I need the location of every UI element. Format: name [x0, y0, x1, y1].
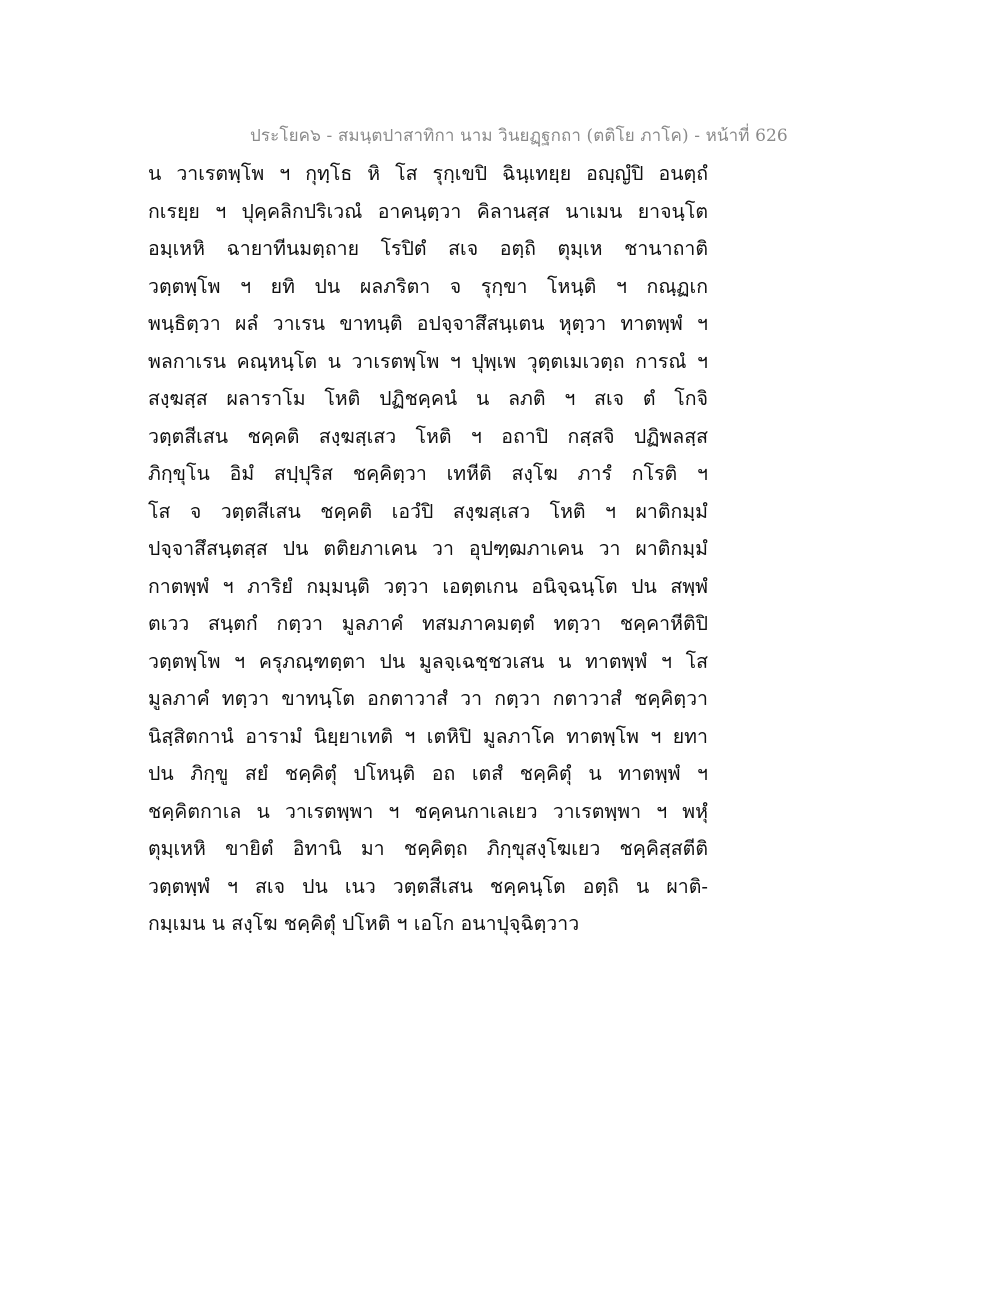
text-line: นิสฺสิตกานํ อารามํ นิยฺยาเทติ ฯ เตหิปิ มูลภาโค ทาตพฺโพ ฯ ยทา — [148, 724, 708, 748]
text-line: ตเวว สนฺตกํ กตฺวา มูลภาคํ ทสมภาคมตฺตํ ทตฺวา ชคฺคาหีติปิ — [148, 612, 708, 635]
text-line: ชคฺคิตกาเล น วาเรตพฺพา ฯ ชคฺคนกาเลเยว วาเรตพฺพา ฯ พหุํ — [148, 799, 708, 823]
body-text — [148, 160, 708, 948]
text-line: วตฺตสีเสน ชคฺคติ สงฺฆสฺเสว โหติ ฯ อถาปิ กสฺสจิ ปฏิพลสฺส — [148, 424, 708, 448]
text-line: โส จ วตฺตสีเสน ชคฺคติ เอวํปิ สงฺฆสฺเสว โหติ ฯ ผาติกมฺมํ — [148, 499, 708, 523]
text-line: มูลภาคํ ทตฺวา ขาทนฺโต อกตาวาสํ วา กตฺวา กตาวาสํ ชคฺคิตฺวา — [148, 687, 708, 710]
text-line: กเรยฺย ฯ ปุคฺคลิกปริเวณํ อาคนฺตฺวา คิลานสฺส นาเมน ยาจนฺโต — [148, 199, 708, 223]
page-header: ประโยค๖ - สมนฺตปาสาทิกา นาม วินยฏฺฐกถา (ตติโย ภาโค) - หน้าที่ 626 — [250, 126, 788, 146]
text-line: อมฺเหหิ ฉายาทีนมตฺถาย โรปิตํ สเจ อตฺถิ ตุมฺเห ชานาถาติ — [148, 237, 708, 260]
text-line: วตฺตพฺโพ ฯ ยทิ ปน ผลภริตา จ รุกฺขา โหนฺติ ฯ กณฺฏเก — [148, 274, 708, 298]
text-line: วตฺตพฺโพ ฯ ครุภณฺฑตฺตา ปน มูลจฺเฉชฺชวเสน น ทาตพฺพํ ฯ โส — [148, 649, 708, 673]
text-line: ภิกฺขุโน อิมํ สปฺปุริส ชคฺคิตฺวา เทหีติ สงฺโฆ ภารํ กโรติ ฯ — [148, 462, 708, 485]
text-line: น วาเรตพฺโพ ฯ กุทฺโธ หิ โส รุกฺเขปิ ฉินฺเทยฺย อญฺญํปิ อนตฺถํ — [148, 162, 708, 185]
text-line: สงฺฆสฺส ผลาราโม โหติ ปฏิชคฺคนํ น ลภติ ฯ สเจ ตํ โกจิ — [148, 387, 708, 410]
text-line: วตฺตพฺพํ ฯ สเจ ปน เนว วตฺตสีเสน ชคฺคนฺโต อตฺถิ น ผาติ- — [148, 874, 708, 898]
text-line: ตุมฺเหหิ ขายิตํ อิทานิ มา ชคฺคิตฺถ ภิกฺขุสงฺโฆเยว ชคฺคิสฺสตีติ — [148, 837, 708, 860]
text-line: ปจฺจาสึสนฺตสฺส ปน ตติยภาเคน วา อุปฑฺฒภาเคน วา ผาติกมฺมํ — [148, 537, 708, 560]
text-line: พนฺธิตฺวา ผลํ วาเรน ขาทนฺติ อปจฺจาสึสนฺเตน หุตฺวา ทาตพฺพํ ฯ — [148, 312, 708, 335]
text-line: พลกาเรน คณฺหนฺโต น วาเรตพฺโพ ฯ ปุพฺเพ วุตฺตเมเวตฺถ การณํ ฯ — [148, 349, 708, 373]
text-line: กมฺเมน น สงฺโฆ ชคฺคิตุํ ปโหติ ฯ เอโก อนาปุจฺฉิตฺวาว — [148, 912, 580, 935]
text-line: ปน ภิกฺขู สยํ ชคฺคิตุํ ปโหนฺติ อถ เตสํ ชคฺคิตุํ น ทาตพฺพํ ฯ — [148, 762, 708, 785]
text-line: กาตพฺพํ ฯ ภาริยํ กมฺมนฺติ วตฺวา เอตฺตเกน อนิจฺฉนฺโต ปน สพฺพํ — [148, 574, 708, 598]
